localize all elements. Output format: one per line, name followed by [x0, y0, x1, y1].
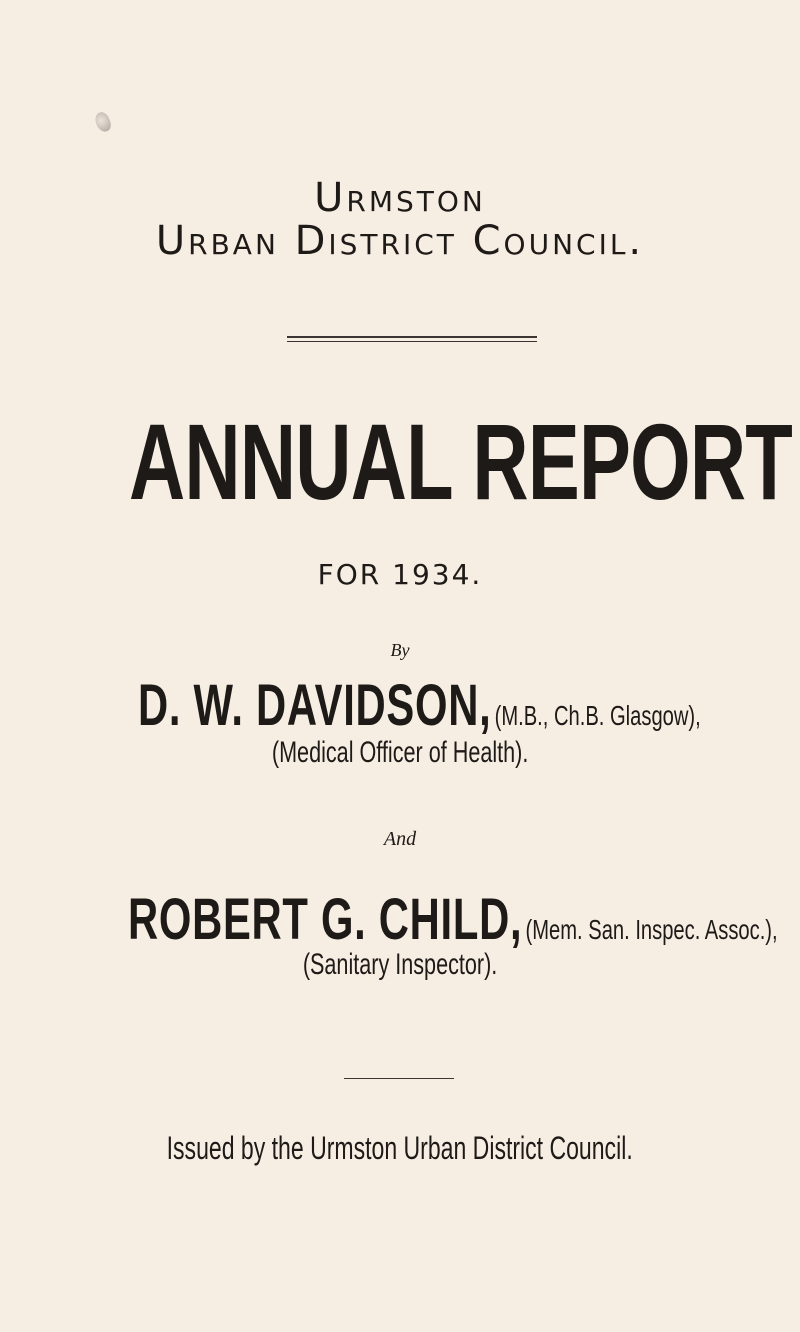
council-name-line1 [0, 176, 800, 220]
author1-credentials: (M.B., Ch.B. Glasgow), [494, 700, 701, 731]
divider-top-thin [287, 341, 537, 342]
author2-role [0, 948, 800, 982]
issued-by-text: Issued by the Urmston Urban District Council. [166, 1130, 634, 1166]
author2-role-text: (Sanitary Inspector). [302, 948, 498, 981]
council-name-text: Urmston [314, 175, 486, 221]
divider-top-thick [287, 336, 537, 338]
report-title [0, 402, 800, 522]
author1-heading [138, 672, 800, 739]
ink-spot [93, 110, 113, 134]
council-district-text: Urban District Council. [155, 218, 645, 264]
author2-credentials: (Mem. San. Inspec. Assoc.), [525, 914, 778, 945]
author1-name: D. W. DAVIDSON, [138, 673, 492, 738]
report-year: FOR 1934. [317, 558, 483, 591]
report-title-text: ANNUAL REPORT [128, 401, 793, 522]
divider-bottom [344, 1078, 454, 1079]
issued-by [0, 1130, 800, 1167]
by-label: By [390, 640, 410, 660]
and-label: And [383, 828, 417, 850]
author2-wrap [128, 886, 778, 953]
council-name-line2 [0, 219, 800, 263]
author2-name: ROBERT G. CHILD, [128, 887, 523, 952]
author1-wrap [138, 672, 701, 739]
author2-heading [128, 886, 800, 953]
author1-role [0, 736, 800, 770]
author1-role-text: (Medical Officer of Health). [271, 736, 529, 769]
